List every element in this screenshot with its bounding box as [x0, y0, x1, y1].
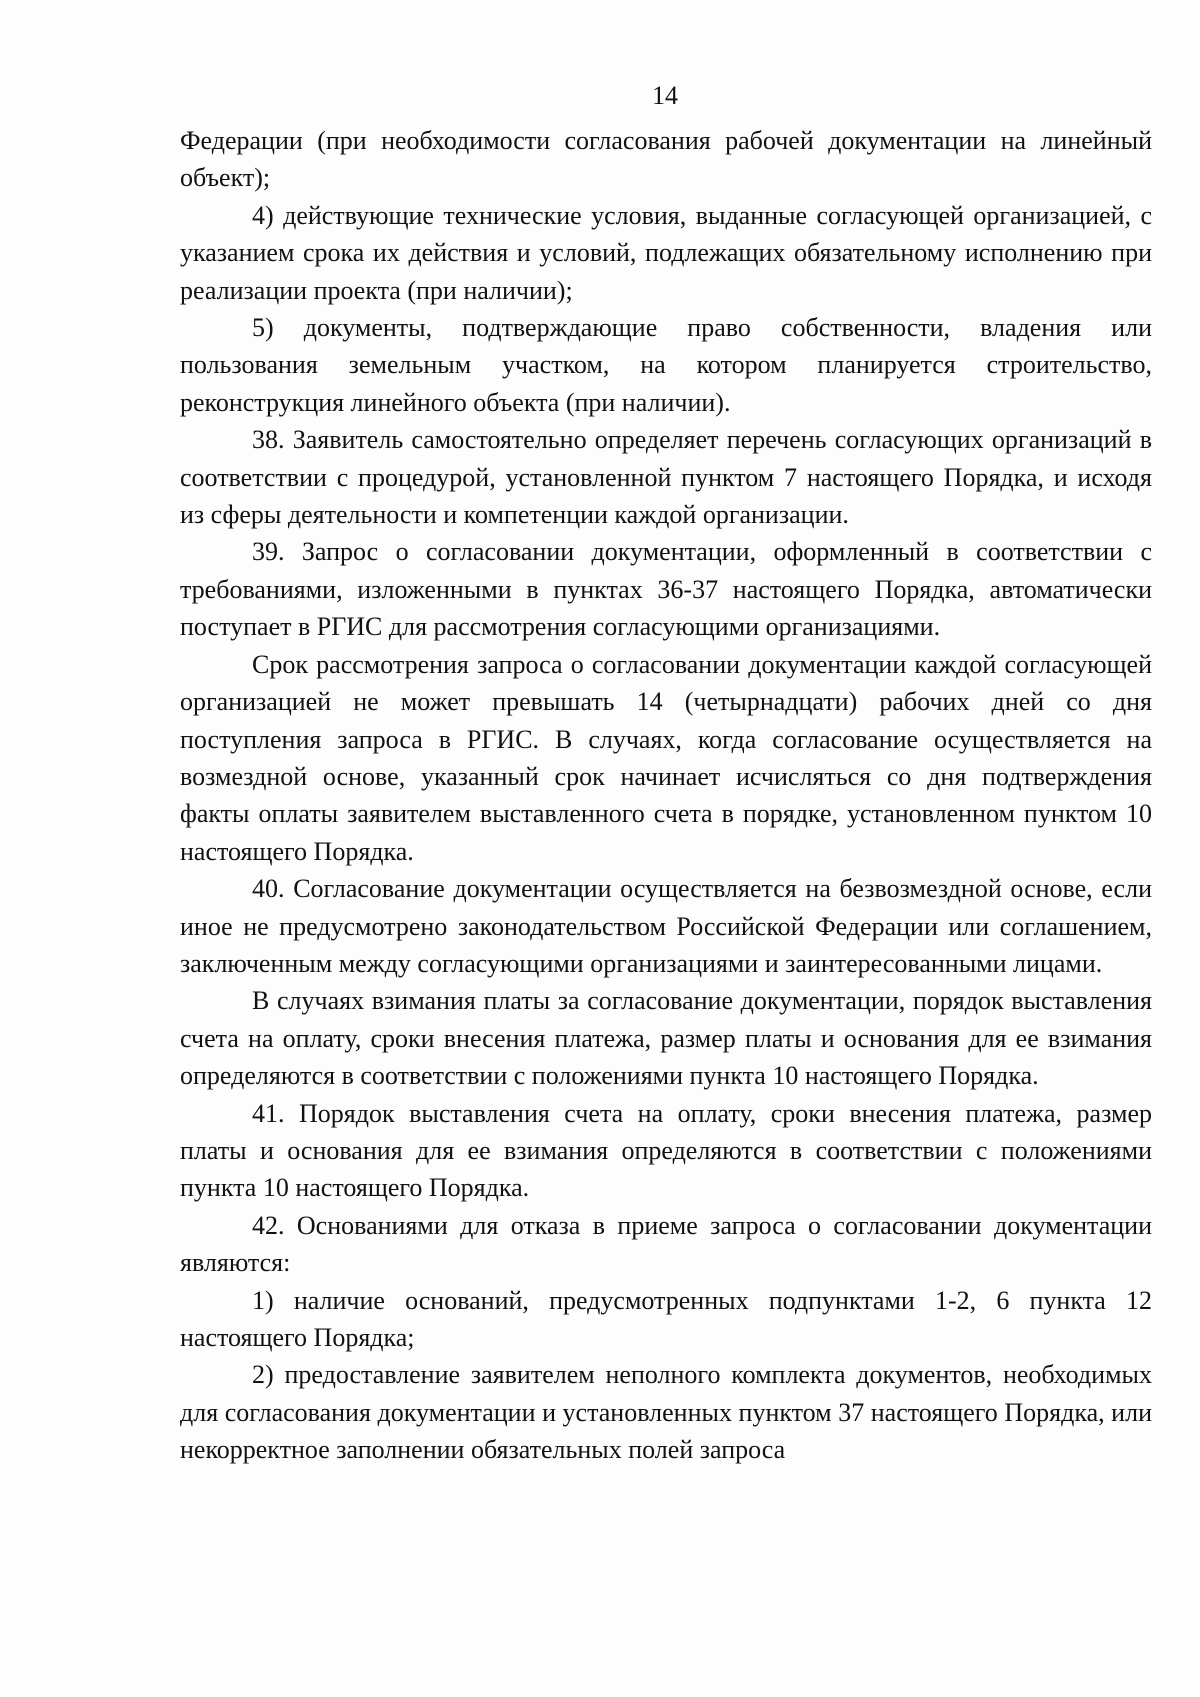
page-number: 14: [652, 81, 678, 110]
paragraph-41: 41. Порядок выставления счета на оплату, сроки внесения платежа, размер платы и основания для ее взимания определяются в соответствии с положениями пункта 10 настоящего Порядка.: [180, 1098, 1152, 1203]
paragraph-38: 38. Заявитель самостоятельно определяет перечень согласующих организаций в соответствии с процедурой, установленной пунктом 7 настоящего Порядка, и исходя из сферы деятельности и компетенции каждой организации.: [180, 425, 1152, 530]
paragraph-40-fee: В случаях взимания платы за согласование документации, порядок выставления счета на оплату, сроки внесения платежа, размер платы и основания для ее взимания определяются в соответствии с положениями пункта 10 настоящего Порядка.: [180, 986, 1152, 1091]
paragraph-item-5: 5) документы, подтверждающие право собственности, владения или пользования земельным участком, на котором планируется строительство, реконструкция линейного объекта (при наличии).: [180, 313, 1152, 417]
paragraph-42-item-2: 2) предоставление заявителем неполного комплекта документов, необходимых для согласования документации и установленных пунктом 37 настоящего Порядка, или некорректное заполнении обязательных полей запроса: [180, 1360, 1152, 1465]
paragraph-40: 40. Согласование документации осуществляется на безвозмездной основе, если иное не предусмотрено законодательством Российской Федерации или соглашением, заключенным между согласующими организациями и заинтересованными лицами.: [180, 874, 1152, 978]
paragraph-42-item-1: 1) наличие оснований, предусмотренных подпунктами 1-2, 6 пункта 12 настоящего Порядка;: [180, 1285, 1152, 1352]
document-body: [180, 122, 1152, 1469]
paragraph-39: 39. Запрос о согласовании документации, оформленный в соответствии с требованиями, изложенными в пунктах 36-37 настоящего Порядка, автоматически поступает в РГИС для рассмотрения согласующими организациями.: [180, 537, 1152, 642]
paragraph-continuation: Федерации (при необходимости согласования рабочей документации на линейный объект);: [180, 126, 1152, 193]
paragraph-42: 42. Основаниями для отказа в приеме запроса о согласовании документации являются:: [180, 1210, 1152, 1278]
paragraph-item-4: 4) действующие технические условия, выданные согласующей организацией, с указанием срока их действия и условий, подлежащих обязательному исполнению при реализации проекта (при наличии);: [180, 200, 1152, 305]
paragraph-39-term: Срок рассмотрения запроса о согласовании документации каждой согласующей организацией не может превышать 14 (четырнадцати) рабочих дней со дня поступления запроса в РГИС. В случаях, когда согласование осуществляется на возмездной основе, указанный срок начинает исчисляться со дня подтверждения факты оплаты заявителем выставленного счета в порядке, установленном пунктом 10 настоящего Порядка.: [180, 649, 1152, 866]
